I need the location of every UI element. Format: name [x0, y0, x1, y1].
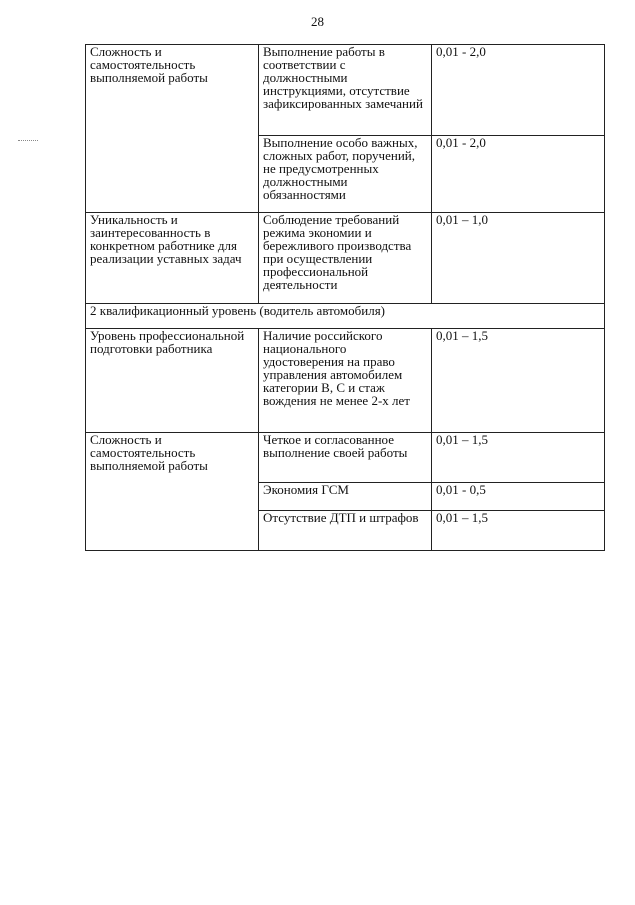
- indicator-cell: Экономия ГСМ: [259, 483, 432, 511]
- value-cell: 0,01 - 2,0: [432, 45, 605, 136]
- indicator-cell: Выполнение работы в соответствии с должностными инструкциями, отсутствие зафиксированных замечаний: [259, 45, 432, 136]
- page-number: 28: [311, 14, 324, 29]
- table-row: [86, 433, 605, 483]
- margin-mark: [18, 140, 38, 145]
- criteria-table: [85, 44, 605, 551]
- table-row: [86, 45, 605, 136]
- criterion-cell: Сложность и самостоятельность выполняемой работы: [86, 433, 259, 551]
- criterion-cell: Уникальность и заинтересованность в конкретном работнике для реализации уставных задач: [86, 213, 259, 304]
- table-row: [86, 329, 605, 433]
- section-heading: 2 квалификационный уровень (водитель автомобиля): [86, 304, 605, 329]
- indicator-cell: Соблюдение требований режима экономии и бережливого производства при осуществлении профессиональной деятельности: [259, 213, 432, 304]
- indicator-cell: Выполнение особо важных, сложных работ, поручений, не предусмотренных должностными обязанностями: [259, 136, 432, 213]
- indicator-cell: Наличие российского национального удостоверения на право управления автомобилем категории В, С и стаж вождения не менее 2-х лет: [259, 329, 432, 433]
- table-row: [86, 213, 605, 304]
- value-cell: 0,01 – 1,5: [432, 511, 605, 551]
- indicator-cell: Четкое и согласованное выполнение своей работы: [259, 433, 432, 483]
- criterion-cell: Уровень профессиональной подготовки работника: [86, 329, 259, 433]
- section-row: [86, 304, 605, 329]
- value-cell: 0,01 - 0,5: [432, 483, 605, 511]
- value-cell: 0,01 – 1,5: [432, 433, 605, 483]
- value-cell: 0,01 - 2,0: [432, 136, 605, 213]
- criterion-cell: Сложность и самостоятельность выполняемой работы: [86, 45, 259, 213]
- value-cell: 0,01 – 1,5: [432, 329, 605, 433]
- value-cell: 0,01 – 1,0: [432, 213, 605, 304]
- indicator-cell: Отсутствие ДТП и штрафов: [259, 511, 432, 551]
